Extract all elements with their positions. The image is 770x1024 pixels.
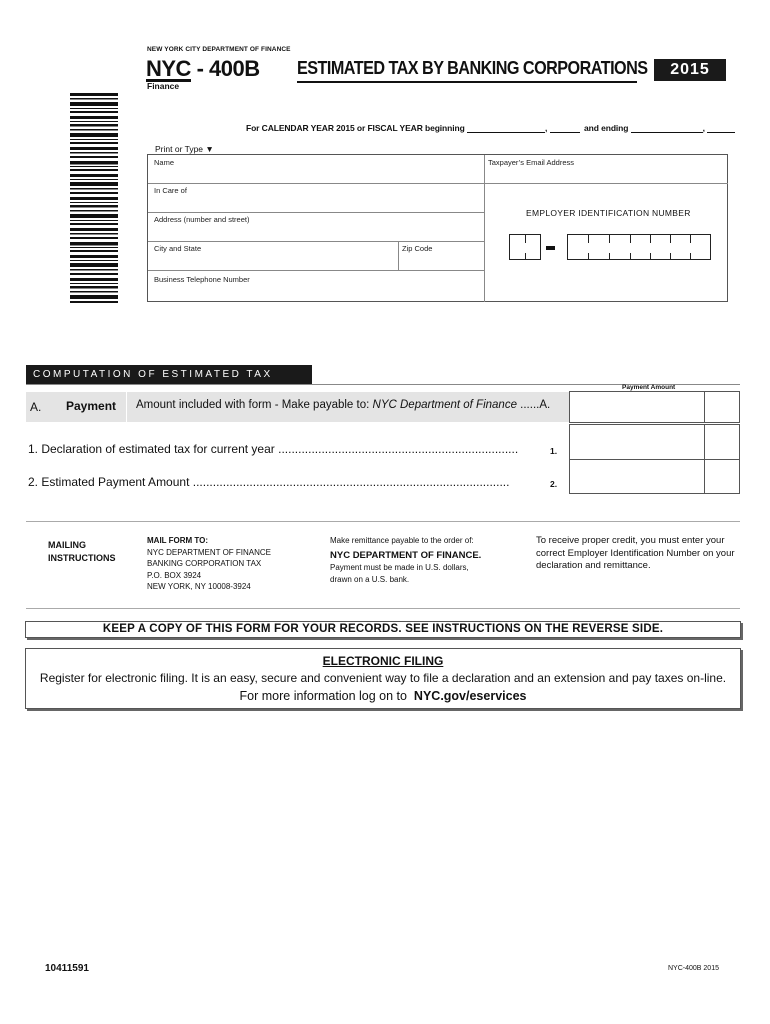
tax-year-badge: 2015 <box>654 59 726 81</box>
credit-note: To receive proper credit, you must enter your correct Employer Identification Number on your declaration and remittance. <box>536 535 735 571</box>
remittance-instructions <box>330 535 481 585</box>
form-number: - 400B <box>196 56 260 81</box>
divider <box>484 183 728 184</box>
comma: , <box>544 123 548 133</box>
payment-amount-label: Payment Amount <box>622 384 676 391</box>
divider <box>484 155 485 302</box>
divider <box>148 270 484 271</box>
in-care-of-label: In Care of <box>154 186 187 195</box>
address-line: P.O. BOX 3924 <box>147 570 202 580</box>
divider <box>126 392 127 422</box>
fiscal-begin-date-field[interactable] <box>467 123 548 133</box>
tick <box>525 253 526 259</box>
line-1-amount-field[interactable] <box>570 425 703 458</box>
payment-description <box>136 399 550 411</box>
line-2-amount-field[interactable] <box>570 459 703 493</box>
keep-copy-banner: KEEP A COPY OF THIS FORM FOR YOUR RECORDS. SEE INSTRUCTIONS ON THE REVERSE SIDE. <box>25 621 741 638</box>
ein-label: EMPLOYER IDENTIFICATION NUMBER <box>526 208 691 218</box>
address-label: Address (number and street) <box>154 215 250 224</box>
barcode <box>70 93 118 305</box>
mail-to-heading: MAIL FORM TO: <box>147 536 209 545</box>
logo-nyc-text: NYC <box>146 56 191 81</box>
mailing-heading-line: INSTRUCTIONS <box>48 553 116 563</box>
row-letter: A. <box>30 400 42 414</box>
taxpayer-info-box <box>147 154 728 302</box>
electronic-filing-box <box>25 648 741 709</box>
print-or-type-label: Print or Type ▼ <box>155 144 214 154</box>
section-divider <box>26 521 740 522</box>
name-label: Name <box>154 158 175 167</box>
line-2-number: 2. <box>550 479 558 489</box>
footer-form-id: NYC-400B 2015 <box>668 965 719 972</box>
ein-prefix-field[interactable] <box>509 234 541 260</box>
fiscal-begin-year-field[interactable] <box>550 124 580 133</box>
and-ending-label: and ending <box>584 123 629 133</box>
ein-dash <box>546 246 555 250</box>
fiscal-end-year-field[interactable] <box>707 124 735 133</box>
mailing-instructions-heading <box>48 539 116 565</box>
form-code: 10411591 <box>45 963 89 974</box>
divider <box>148 183 484 184</box>
mailing-heading-line: MAILING <box>48 540 86 550</box>
payment-label: Payment <box>66 399 117 413</box>
finance-label: Finance <box>147 81 180 91</box>
address-line: NYC DEPARTMENT OF FINANCE <box>147 547 272 557</box>
divider <box>148 241 484 242</box>
payment-text: Amount included with form - Make payable to: <box>136 399 370 411</box>
line-1-description: 1. Declaration of estimated tax for current year ........................................................................ <box>28 442 519 456</box>
tax-period-line <box>246 123 735 133</box>
address-line: NEW YORK, NY 10008-3924 <box>147 582 251 591</box>
zip-code-label: Zip Code <box>402 244 433 253</box>
tick <box>525 235 526 243</box>
divider <box>148 212 484 213</box>
remit-note: drawn on a U.S. bank. <box>330 574 410 584</box>
comma: , <box>702 123 705 133</box>
divider <box>398 241 399 270</box>
payment-row-a <box>26 392 570 422</box>
address-line: BANKING CORPORATION TAX <box>147 559 262 568</box>
email-label: Taxpayer’s Email Address <box>488 158 575 167</box>
remit-payee: NYC DEPARTMENT OF FINANCE. <box>330 549 482 561</box>
remit-note: Payment must be made in U.S. dollars, <box>330 563 469 572</box>
ein-suffix-field[interactable] <box>567 234 711 260</box>
remit-line: Make remittance payable to the order of: <box>330 536 474 545</box>
efiling-info-line <box>26 689 740 703</box>
payment-amount-field[interactable] <box>569 391 740 423</box>
line-1-number: 1. <box>550 446 558 456</box>
line-2-description: 2. Estimated Payment Amount ............................................................................................... <box>28 475 510 489</box>
efiling-heading: ELECTRONIC FILING <box>322 654 444 668</box>
nyc-logo <box>146 56 260 82</box>
cents-divider <box>704 425 705 493</box>
eservices-link[interactable]: NYC.gov/eservices <box>413 689 527 703</box>
tax-period-label: For CALENDAR YEAR 2015 or FISCAL YEAR beginning <box>246 123 465 133</box>
efiling-text: Register for electronic filing. It is an easy, secure and convenient way to file a declaration and an extension and pay taxes on-line. <box>39 671 727 685</box>
department-name: NEW YORK CITY DEPARTMENT OF FINANCE <box>147 46 291 53</box>
form-title: ESTIMATED TAX BY BANKING CORPORATIONS <box>297 58 648 78</box>
phone-label: Business Telephone Number <box>154 275 250 284</box>
computation-section-header: COMPUTATION OF ESTIMATED TAX <box>26 365 312 384</box>
row-a-marker: ......A. <box>516 399 551 411</box>
fiscal-end-date-field[interactable] <box>631 124 703 133</box>
cents-divider <box>704 392 705 422</box>
payee-name: NYC Department of Finance <box>372 399 517 411</box>
section-divider <box>26 608 740 609</box>
city-state-label: City and State <box>154 244 202 253</box>
title-underline <box>297 81 637 83</box>
efiling-prefix: For more information log on to <box>239 689 407 703</box>
mail-to-address <box>147 535 271 593</box>
